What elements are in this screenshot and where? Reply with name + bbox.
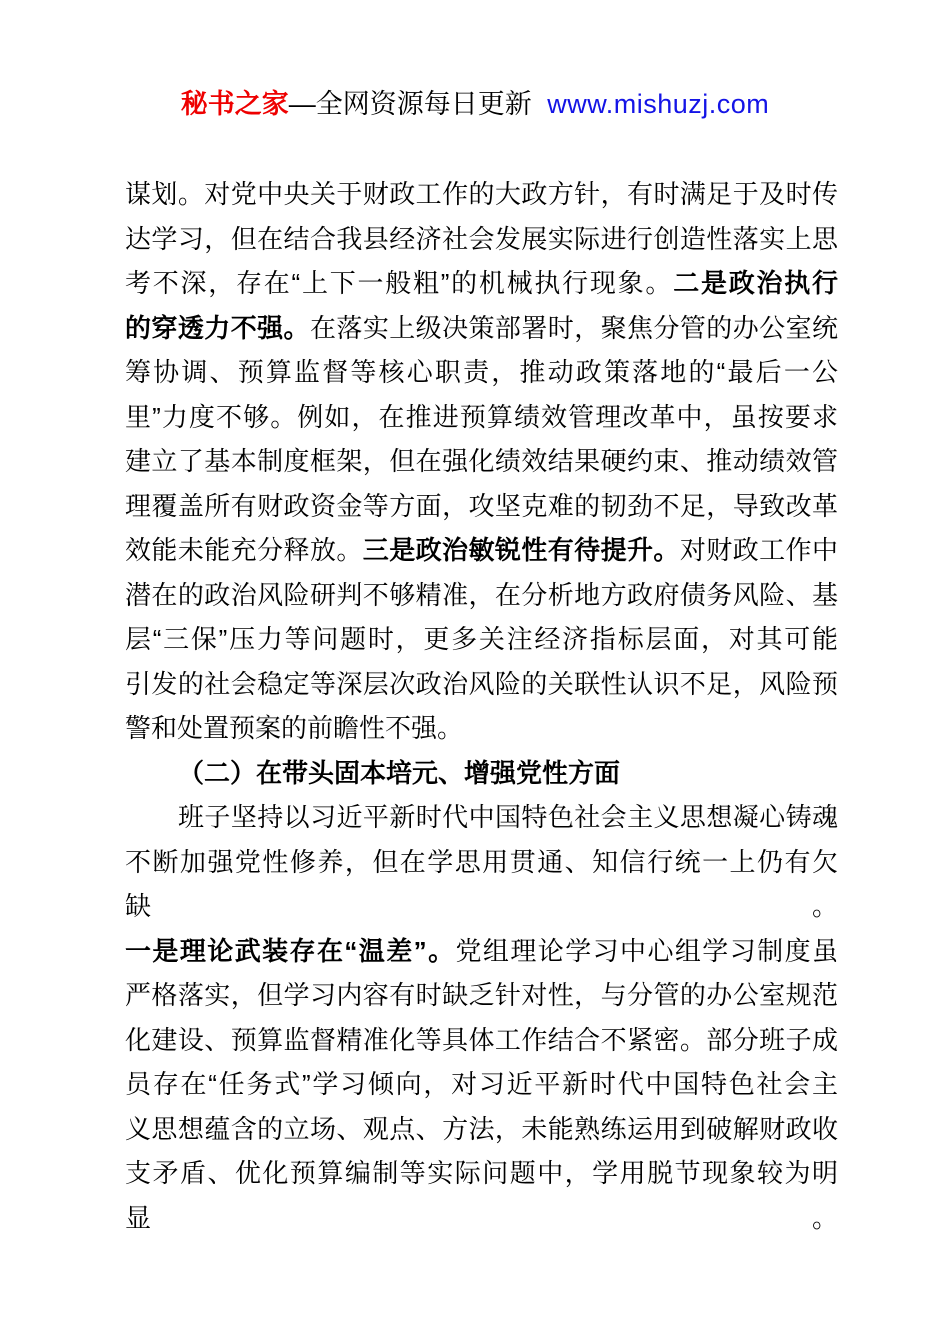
body-text: 效能未能充分释放。 (125, 535, 363, 565)
emphasis-text: 的穿透力不强。 (125, 312, 310, 343)
text-line (125, 573, 838, 618)
text-line (125, 172, 838, 217)
body-text: 员存在“任务式”学习倾向，对习近平新时代中国特色社会主 (125, 1069, 838, 1099)
body-text: 化建设、预算监督精准化等具体工作结合不紧密。部分班子成 (125, 1024, 838, 1055)
text-line (125, 1062, 838, 1107)
body-text: 筹协调、预算监督等核心职责，推动政策落地的“最后一公 (125, 357, 838, 387)
text-line (125, 1018, 838, 1063)
text-line (125, 706, 838, 751)
text-line (125, 217, 838, 262)
text-line (125, 751, 838, 796)
body-text: 谋划。对党中央关于财政工作的大政方针，有时满足于及时传 (125, 179, 838, 209)
text-line (125, 1107, 838, 1152)
body-text: 义思想蕴含的立场、观点、方法，未能熟练运用到破解财政收 (125, 1113, 838, 1144)
body-text: 不断加强党性修养，但在学思用贯通、知信行统一上仍有欠缺。 (125, 846, 838, 921)
emphasis-text: （二）在带头固本培元、增强党性方面 (178, 757, 621, 788)
body-text: 在落实上级决策部署时，聚焦分管的办公室统 (309, 312, 838, 343)
site-name: 秘书之家 (180, 89, 289, 119)
text-line (125, 973, 838, 1018)
text-line (125, 929, 838, 974)
body-text: 建立了基本制度框架，但在强化绩效结果硬约束、推动绩效管 (125, 446, 838, 476)
text-line (125, 662, 838, 707)
text-line (125, 439, 838, 484)
body-text: 潜在的政治风险研判不够精准，在分析地方政府债务风险、基 (125, 579, 838, 610)
text-line (125, 1151, 838, 1240)
body-text: 考不深，存在“上下一般粗”的机械执行现象。 (125, 268, 674, 298)
body-text: 对财政工作中 (679, 535, 838, 565)
text-line (125, 484, 838, 529)
site-header (0, 84, 950, 124)
body-text: 支矛盾、优化预算编制等实际问题中，学用脱节现象较为明显。 (125, 1158, 838, 1233)
body-text: 警和处置预案的前瞻性不强。 (125, 713, 464, 743)
body-text: 班子坚持以习近平新时代中国特色社会主义思想凝心铸魂 (178, 802, 838, 832)
site-url: www.mishuzj.com (547, 89, 770, 119)
body-text: 引发的社会稳定等深层次政治风险的关联性认识不足，风险预 (125, 668, 838, 699)
body-text: 理覆盖所有财政资金等方面，攻坚克难的韧劲不足，导致改革 (125, 490, 838, 521)
site-tagline: —全网资源每日更新 (288, 89, 540, 119)
text-line (125, 795, 838, 840)
emphasis-text: 二是政治执行 (673, 268, 838, 298)
text-line (125, 840, 838, 929)
body-text: 层“三保”压力等问题时，更多关注经济指标层面，对其可能 (125, 624, 838, 654)
emphasis-text: 一是理论武装存在“温差”。 (125, 935, 456, 966)
body-text: 里”力度不够。例如，在推进预算绩效管理改革中，虽按要求 (125, 401, 838, 432)
text-line (125, 261, 838, 306)
text-line (125, 350, 838, 395)
text-line (125, 306, 838, 351)
document-body (125, 172, 838, 1240)
text-line (125, 528, 838, 573)
text-line (125, 617, 838, 662)
body-text: 严格落实，但学习内容有时缺乏针对性，与分管的办公室规范 (125, 980, 838, 1010)
body-text: 达学习，但在结合我县经济社会发展实际进行创造性落实上思 (125, 223, 838, 254)
text-line (125, 395, 838, 440)
body-text: 党组理论学习中心组学习制度虽 (455, 935, 838, 966)
emphasis-text: 三是政治敏锐性有待提升。 (362, 535, 680, 565)
